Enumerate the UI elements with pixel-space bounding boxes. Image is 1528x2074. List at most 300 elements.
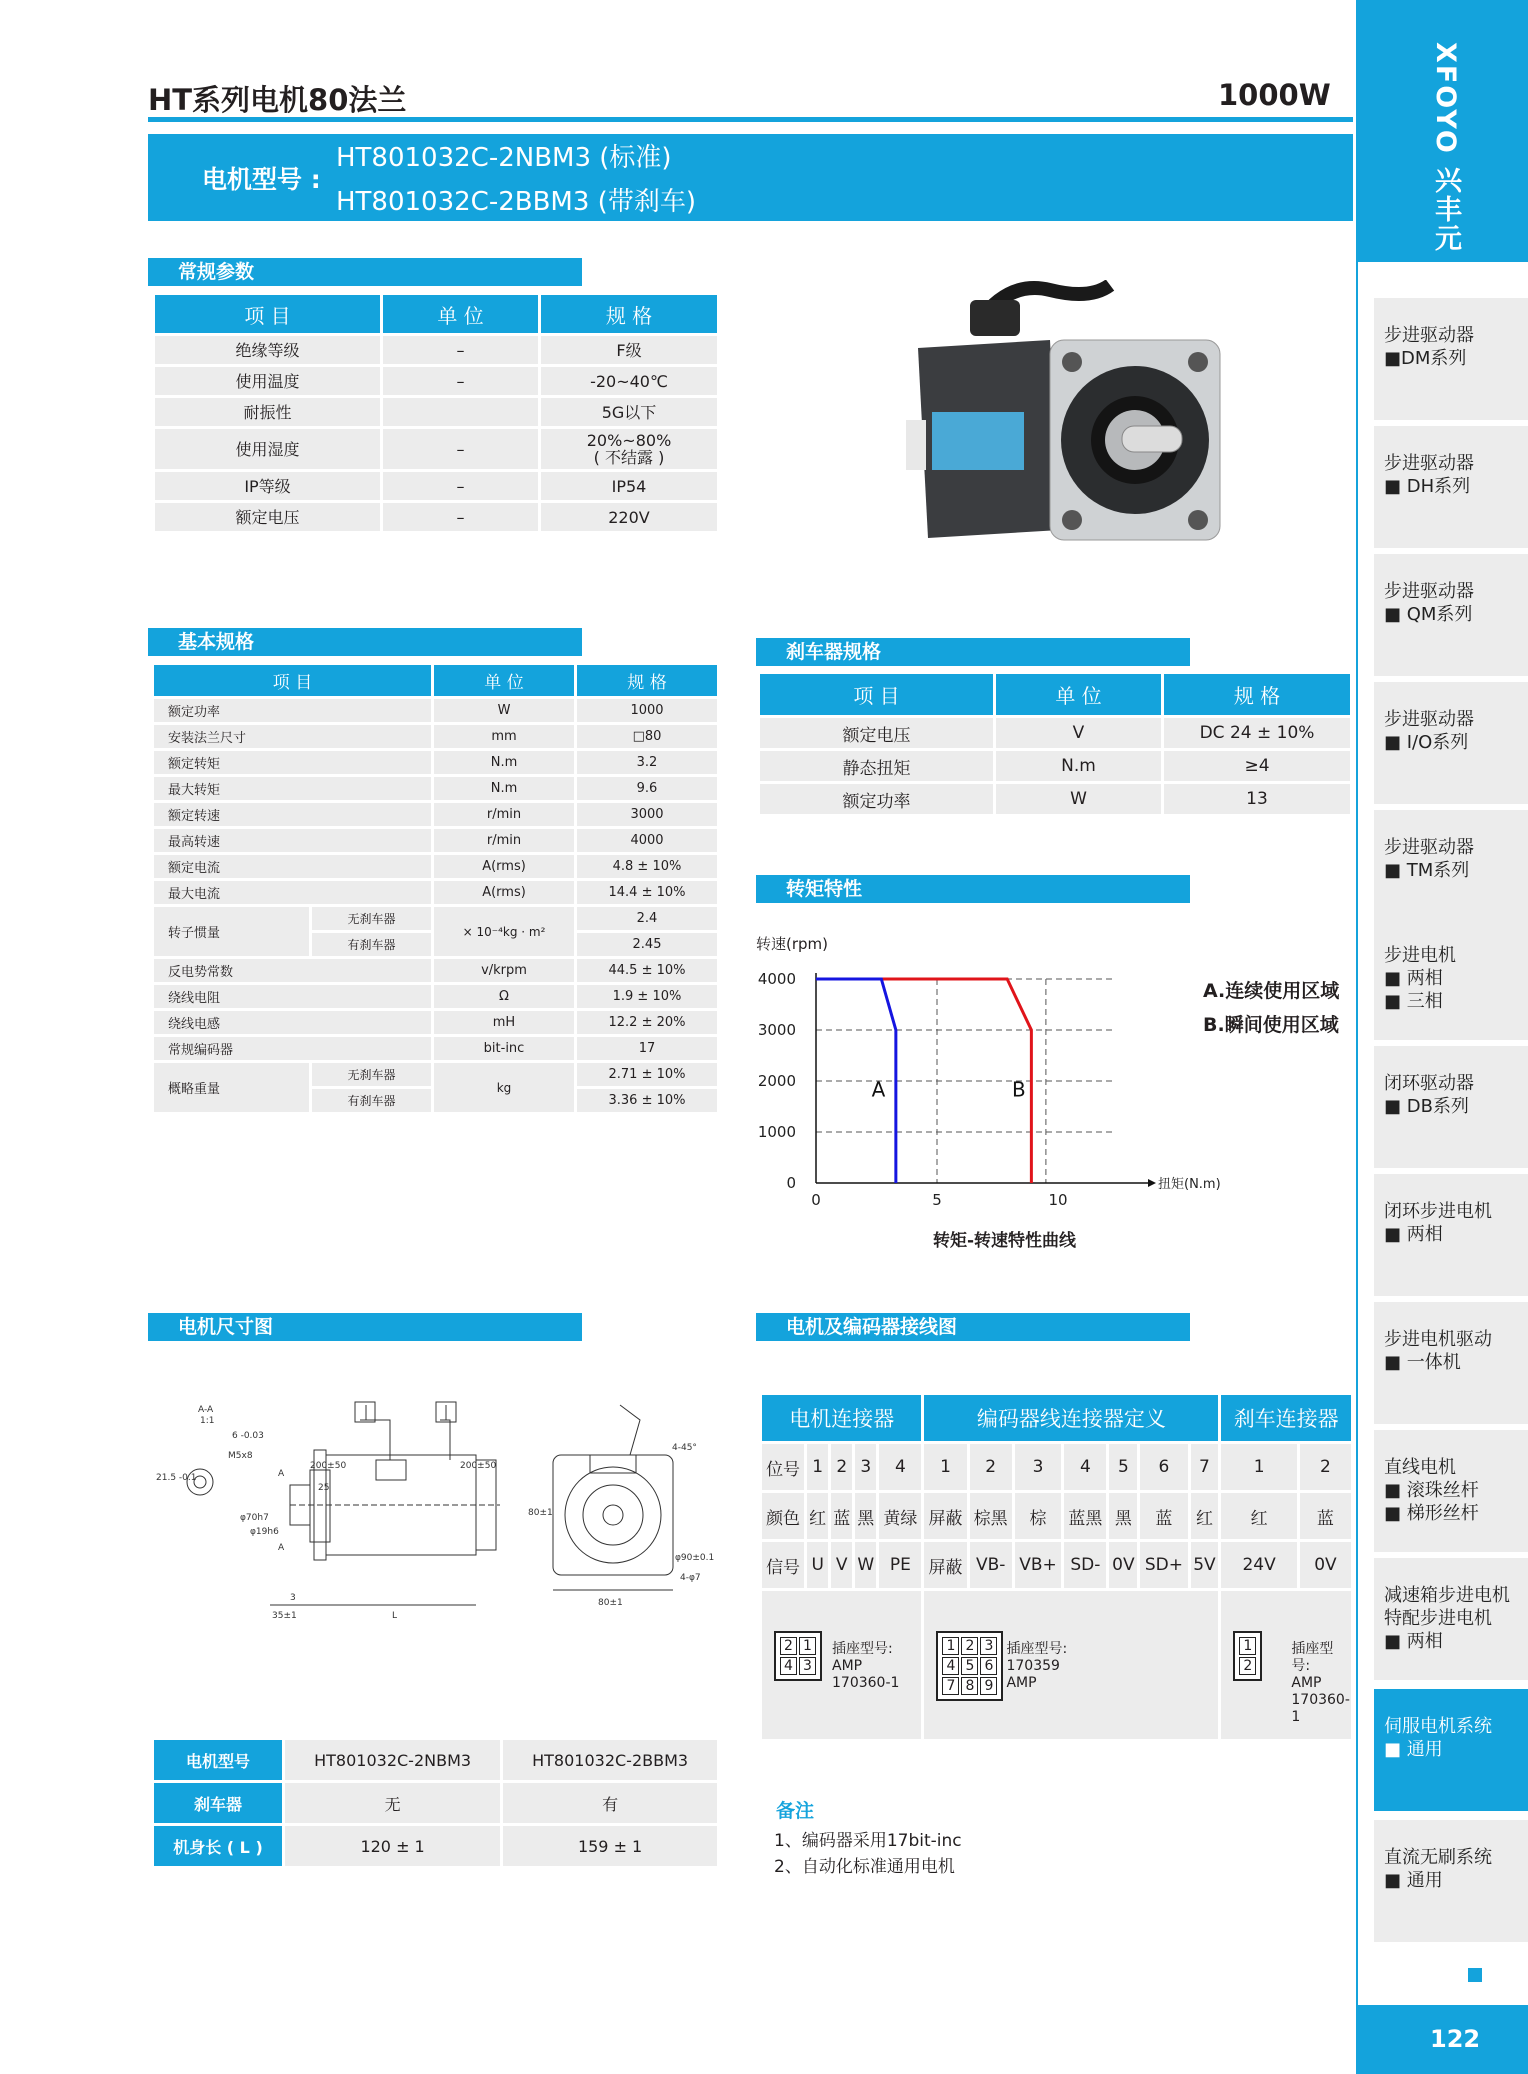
sidebar-item-title: 直流无刷系统 xyxy=(1384,1847,1492,1868)
general-cell: – xyxy=(383,367,538,395)
basic-row xyxy=(154,985,717,1008)
basic-row xyxy=(154,777,717,800)
basic-cell-item: 最大电流 xyxy=(154,881,431,904)
wiring-cell: 蓝黑 xyxy=(1064,1493,1106,1539)
wiring-cell: 蓝 xyxy=(831,1493,852,1539)
chart-ytick: 3000 xyxy=(757,1021,796,1039)
wiring-cell: 7 xyxy=(1191,1444,1219,1490)
wiring-row xyxy=(762,1493,1351,1539)
models-table xyxy=(151,1737,720,1869)
plug-pin: 1 xyxy=(799,1637,816,1655)
wiring-cell: 黑 xyxy=(855,1493,876,1539)
note-2: 2、自动化标准通用电机 xyxy=(774,1857,955,1877)
plug-pin: 2 xyxy=(1239,1657,1256,1675)
sidebar-item-sub: ■ DB系列 xyxy=(1384,1096,1469,1117)
general-header-item: 项 目 xyxy=(155,295,380,333)
dim-d215: 21.5 -0.1 xyxy=(156,1473,197,1483)
wiring-cell: 屏蔽 xyxy=(924,1493,966,1539)
plug-cell-2 xyxy=(1221,1591,1351,1739)
plug-pin: 6 xyxy=(980,1657,997,1675)
plug-info xyxy=(1291,1641,1351,1726)
sidebar-item-sub: ■ TM系列 xyxy=(1384,860,1470,881)
general-cell: – xyxy=(383,336,538,364)
brake-table xyxy=(757,671,1353,817)
dim-scale: 1:1 xyxy=(200,1416,215,1426)
dim-d200b: 200±50 xyxy=(460,1461,497,1471)
basic-row xyxy=(154,881,717,904)
models-row xyxy=(154,1826,717,1866)
dim-d200a: 200±50 xyxy=(310,1461,347,1471)
wiring-cell: 蓝 xyxy=(1300,1493,1351,1539)
basic-cell-unit: × 10⁻⁴kg · m² xyxy=(434,907,574,956)
wiring-cell: 5 xyxy=(1109,1444,1137,1490)
basic-cell-item: 反电势常数 xyxy=(154,959,431,982)
page-title: HT系列电机80法兰 xyxy=(148,83,407,117)
plug-pin: 4 xyxy=(942,1657,959,1675)
basic-row xyxy=(154,725,717,748)
wiring-cell: 黑 xyxy=(1109,1493,1137,1539)
sidebar-item-sub: ■ 通用 xyxy=(1384,1739,1443,1760)
sidebar-item-4[interactable] xyxy=(1374,810,1528,932)
brake-cell: 13 xyxy=(1164,784,1350,814)
basic-cell-sub: 有刹车器 xyxy=(312,933,431,956)
motor-photo xyxy=(880,280,1240,560)
plug-line2: 170360-1 xyxy=(832,1675,900,1691)
basic-row xyxy=(154,1011,717,1034)
general-heading: 常规参数 xyxy=(148,258,582,286)
basic-cell-item: 转子惯量 xyxy=(154,907,309,956)
dim-d90: φ90±0.1 xyxy=(675,1553,715,1563)
wiring-row-label: 位号 xyxy=(762,1444,804,1490)
basic-row xyxy=(154,803,717,826)
basic-cell-spec: 3.2 xyxy=(577,751,717,774)
chart-ytick: 0 xyxy=(786,1174,796,1192)
sidebar-item-title: 步进驱动器 xyxy=(1384,709,1474,730)
torque-heading: 转矩特性 xyxy=(756,875,1190,903)
sidebar-item-sub: ■ I/O系列 xyxy=(1384,732,1469,753)
wiring-cell: 蓝 xyxy=(1140,1493,1187,1539)
plug-title: 插座型号: xyxy=(1006,1641,1068,1657)
plug-pin: 3 xyxy=(980,1637,997,1655)
wiring-row xyxy=(762,1444,1351,1490)
dim-m5: M5x8 xyxy=(228,1451,253,1461)
general-header-unit: 单 位 xyxy=(383,295,538,333)
basic-row xyxy=(154,907,717,930)
basic-cell-unit: mH xyxy=(434,1011,574,1034)
basic-cell-unit: r/min xyxy=(434,803,574,826)
brake-cell: V xyxy=(996,718,1161,748)
basic-cell-item: 额定电流 xyxy=(154,855,431,878)
wiring-cell: 0V xyxy=(1109,1542,1137,1588)
models-cell: HT801032C-2BBM3 xyxy=(503,1740,717,1780)
wiring-row-label: 信号 xyxy=(762,1542,804,1588)
general-row xyxy=(155,472,717,500)
sidebar-item-sub: 特配步进电机 xyxy=(1384,1608,1492,1629)
brake-cell: 静态扭矩 xyxy=(760,751,993,781)
general-cell: – xyxy=(383,472,538,500)
models-cell: 159 ± 1 xyxy=(503,1826,717,1866)
basic-cell-spec: 3.36 ± 10% xyxy=(577,1089,717,1112)
sidebar-item-title: 闭环步进电机 xyxy=(1384,1201,1492,1222)
wiring-row-label: 颜色 xyxy=(762,1493,804,1539)
wiring-cell: PE xyxy=(879,1542,921,1588)
plug-line1: 170359 xyxy=(1006,1658,1060,1674)
chart-ytick: 4000 xyxy=(757,970,796,988)
general-cell xyxy=(383,398,538,426)
basic-cell-unit: bit-inc xyxy=(434,1037,574,1060)
chart-label-b: B xyxy=(1012,1077,1026,1102)
brake-row xyxy=(760,718,1350,748)
wiring-cell: SD+ xyxy=(1140,1542,1187,1588)
sidebar-item-sub2: ■ 梯形丝杆 xyxy=(1384,1503,1479,1524)
basic-header-spec: 规 格 xyxy=(577,665,717,696)
basic-row xyxy=(154,1037,717,1060)
models-cell: 有 xyxy=(503,1783,717,1823)
sidebar-item-title: 步进驱动器 xyxy=(1384,453,1474,474)
sidebar-item-title: 步进驱动器 xyxy=(1384,837,1474,858)
plug-cell-1 xyxy=(924,1591,1218,1739)
basic-cell-sub: 有刹车器 xyxy=(312,1089,431,1112)
basic-cell-spec: 3000 xyxy=(577,803,717,826)
sidebar-item-7[interactable] xyxy=(1374,1174,1528,1296)
basic-cell-item: 绕线电感 xyxy=(154,1011,431,1034)
basic-cell-item: 概略重量 xyxy=(154,1063,309,1112)
basic-cell-item: 绕线电阻 xyxy=(154,985,431,1008)
models-row xyxy=(154,1740,717,1780)
basic-cell-spec: 14.4 ± 10% xyxy=(577,881,717,904)
basic-cell-unit: mm xyxy=(434,725,574,748)
general-header-spec: 规 格 xyxy=(541,295,717,333)
general-cell: 5G以下 xyxy=(541,398,717,426)
sidebar-item-title: 直线电机 xyxy=(1384,1457,1456,1478)
basic-cell-spec: 17 xyxy=(577,1037,717,1060)
dim-d35: 35±1 xyxy=(272,1611,297,1621)
sidebar-brand-box xyxy=(1356,0,1528,262)
basic-cell-sub: 无刹车器 xyxy=(312,907,431,930)
basic-cell-unit: r/min xyxy=(434,829,574,852)
wiring-cell: 红 xyxy=(1221,1493,1296,1539)
basic-header-unit: 单 位 xyxy=(434,665,574,696)
chart-caption: 转矩-转速特性曲线 xyxy=(933,1231,1077,1251)
general-cell: -20~40℃ xyxy=(541,367,717,395)
dim-l: L xyxy=(392,1611,398,1621)
brake-heading: 刹车器规格 xyxy=(756,638,1190,666)
notes-title: 备注 xyxy=(776,1800,815,1822)
plug-title: 插座型号: xyxy=(832,1641,893,1657)
sidebar-item-11[interactable] xyxy=(1374,1689,1528,1811)
basic-cell-spec: 1.9 ± 10% xyxy=(577,985,717,1008)
basic-cell-item: 常规编码器 xyxy=(154,1037,431,1060)
wiring-cell: 24V xyxy=(1221,1542,1296,1588)
wiring-cell: U xyxy=(807,1542,828,1588)
chart-xtick: 0 xyxy=(811,1191,821,1205)
page-number: 122 xyxy=(1430,2025,1481,2053)
brake-cell: DC 24 ± 10% xyxy=(1164,718,1350,748)
sidebar-item-5[interactable] xyxy=(1374,918,1528,1040)
note-1: 1、编码器采用17bit-inc xyxy=(774,1831,962,1851)
sidebar-item-2[interactable] xyxy=(1374,554,1528,676)
brake-row xyxy=(760,784,1350,814)
general-row xyxy=(155,398,717,426)
model-banner xyxy=(148,134,1353,221)
sidebar-item-6[interactable] xyxy=(1374,1046,1528,1168)
wiring-group-motor: 电机连接器 xyxy=(762,1395,921,1441)
wiring-cell: 屏蔽 xyxy=(924,1542,966,1588)
wiring-cell: 棕 xyxy=(1015,1493,1062,1539)
wiring-cell: VB- xyxy=(970,1542,1012,1588)
general-cell: 20%~80% ( 不结露 ) xyxy=(541,429,717,469)
general-cell: IP等级 xyxy=(155,472,380,500)
legend-a: A.连续使用区域 xyxy=(1203,980,1340,1002)
basic-heading: 基本规格 xyxy=(148,628,582,656)
dim-d70: φ70h7 xyxy=(240,1513,269,1523)
models-cell: 机身长 ( L ) xyxy=(154,1826,282,1866)
general-cell: F级 xyxy=(541,336,717,364)
wiring-cell: 红 xyxy=(807,1493,828,1539)
general-row xyxy=(155,503,717,531)
basic-cell-spec: 44.5 ± 10% xyxy=(577,959,717,982)
wiring-cell: 黄绿 xyxy=(879,1493,921,1539)
basic-cell-item: 最大转矩 xyxy=(154,777,431,800)
wiring-cell: 4 xyxy=(879,1444,921,1490)
dim-aa: A-A xyxy=(198,1405,214,1415)
sidebar-rule xyxy=(1356,0,1358,2074)
basic-cell-sub: 无刹车器 xyxy=(312,1063,431,1086)
chart-xlabel: 扭矩(N.m) xyxy=(1158,1177,1221,1192)
basic-cell-item: 额定转速 xyxy=(154,803,431,826)
basic-cell-unit: A(rms) xyxy=(434,855,574,878)
wiring-cell: 3 xyxy=(1015,1444,1062,1490)
models-row xyxy=(154,1783,717,1823)
general-table xyxy=(152,292,720,534)
page-number-box xyxy=(1356,2005,1528,2074)
wiring-cell: 2 xyxy=(1300,1444,1351,1490)
plug-pin: 1 xyxy=(1239,1637,1256,1655)
general-cell: IP54 xyxy=(541,472,717,500)
basic-cell-spec: 2.45 xyxy=(577,933,717,956)
sidebar-item-title: 步进电机 xyxy=(1384,945,1456,966)
wiring-cell: 5V xyxy=(1191,1542,1219,1588)
brake-cell: W xyxy=(996,784,1161,814)
sidebar-item-sub: ■ 两相 xyxy=(1384,1224,1443,1245)
plug-info xyxy=(832,1641,899,1692)
basic-cell-unit: A(rms) xyxy=(434,881,574,904)
plug-diagram xyxy=(1233,1631,1262,1681)
wiring-cell: 1 xyxy=(807,1444,828,1490)
basic-cell-item: 额定转矩 xyxy=(154,751,431,774)
sidebar-item-title: 步进驱动器 xyxy=(1384,325,1474,346)
basic-cell-unit: N.m xyxy=(434,751,574,774)
basic-cell-spec: 4.8 ± 10% xyxy=(577,855,717,878)
model-line-1: HT801032C-2NBM3 (标准) xyxy=(336,143,672,173)
basic-cell-item: 安装法兰尺寸 xyxy=(154,725,431,748)
general-row xyxy=(155,367,717,395)
legend-b: B.瞬间使用区域 xyxy=(1203,1014,1339,1036)
general-cell: 使用湿度 xyxy=(155,429,380,469)
wiring-cell: 棕黑 xyxy=(970,1493,1012,1539)
sidebar-item-10[interactable] xyxy=(1374,1558,1528,1680)
general-cell: 绝缘等级 xyxy=(155,336,380,364)
plug-diagram xyxy=(774,1631,822,1681)
chart-ytick: 2000 xyxy=(757,1072,796,1090)
sidebar-item-title: 步进驱动器 xyxy=(1384,581,1474,602)
sidebar-item-sub: ■ 一体机 xyxy=(1384,1352,1461,1373)
plug-pin: 2 xyxy=(961,1637,978,1655)
plug-pin: 4 xyxy=(780,1657,797,1675)
chart-ytick: 1000 xyxy=(757,1123,796,1141)
wiring-table xyxy=(759,1392,1354,1742)
basic-row xyxy=(154,829,717,852)
models-cell: 刹车器 xyxy=(154,1783,282,1823)
sidebar-item-title: 步进电机驱动 xyxy=(1384,1329,1492,1350)
dims-heading: 电机尺寸图 xyxy=(148,1313,582,1341)
basic-cell-spec: 9.6 xyxy=(577,777,717,800)
plug-pin: 8 xyxy=(961,1677,978,1695)
dim-d25: 25 xyxy=(318,1483,330,1493)
plug-pin: 5 xyxy=(961,1657,978,1675)
header-rule xyxy=(148,117,1353,122)
wiring-cell: V xyxy=(831,1542,852,1588)
dim-a1: A xyxy=(278,1469,285,1479)
plug-line2: AMP xyxy=(1006,1675,1037,1691)
chart-xtick: 5 xyxy=(932,1191,942,1205)
brake-header-unit: 单 位 xyxy=(996,674,1161,715)
basic-cell-unit: v/krpm xyxy=(434,959,574,982)
dim-d19: φ19h6 xyxy=(250,1527,279,1537)
wiring-cell: 3 xyxy=(855,1444,876,1490)
wiring-group-encoder: 编码器线连接器定义 xyxy=(924,1395,1218,1441)
dim-d80: 80±1 xyxy=(528,1508,553,1518)
wiring-cell: 2 xyxy=(970,1444,1012,1490)
general-row xyxy=(155,336,717,364)
sidebar-item-sub: ■ QM系列 xyxy=(1384,604,1473,625)
basic-header-item: 项 目 xyxy=(154,665,431,696)
dim-a2: A xyxy=(278,1543,285,1553)
plug-pin: 2 xyxy=(780,1637,797,1655)
basic-cell-spec: 1000 xyxy=(577,699,717,722)
brake-header-spec: 规 格 xyxy=(1164,674,1350,715)
sidebar-item-1[interactable] xyxy=(1374,426,1528,548)
sidebar-item-sub: ■ 两相 xyxy=(1384,968,1443,989)
sidebar-item-0[interactable] xyxy=(1374,298,1528,420)
sidebar-item-sub: ■ DH系列 xyxy=(1384,476,1471,497)
basic-cell-unit: W xyxy=(434,699,574,722)
sidebar-item-sub: ■ 滚珠丝杆 xyxy=(1384,1480,1479,1501)
plug-line1: AMP xyxy=(832,1658,863,1674)
basic-cell-spec: □80 xyxy=(577,725,717,748)
brand-logo: XFOYO 兴丰元 xyxy=(1430,42,1461,254)
chart-label-a: A xyxy=(871,1077,886,1102)
wiring-cell: 0V xyxy=(1300,1542,1351,1588)
wiring-cell: VB+ xyxy=(1015,1542,1062,1588)
square-marker xyxy=(1468,1968,1482,1982)
general-cell: 额定电压 xyxy=(155,503,380,531)
plug-title: 插座型号: xyxy=(1291,1641,1334,1674)
sidebar-item-sub: ■DM系列 xyxy=(1384,348,1467,369)
basic-cell-unit: kg xyxy=(434,1063,574,1112)
sidebar-item-12[interactable] xyxy=(1374,1820,1528,1942)
wiring-heading: 电机及编码器接线图 xyxy=(756,1313,1190,1341)
plug-line1: AMP xyxy=(1291,1675,1322,1691)
wiring-group-brake: 刹车连接器 xyxy=(1221,1395,1351,1441)
plug-pin: 7 xyxy=(942,1677,959,1695)
basic-table xyxy=(151,662,720,1115)
wiring-cell: 1 xyxy=(924,1444,966,1490)
sidebar-item-sub2: ■ 三相 xyxy=(1384,991,1443,1012)
wiring-row xyxy=(762,1542,1351,1588)
plug-info xyxy=(1006,1641,1067,1692)
dim-d3: 3 xyxy=(290,1593,296,1603)
models-cell: 无 xyxy=(285,1783,500,1823)
plug-diagram xyxy=(936,1631,1003,1701)
brake-row xyxy=(760,751,1350,781)
wiring-cell: SD- xyxy=(1064,1542,1106,1588)
dim-d47: 4-φ7 xyxy=(680,1573,701,1583)
dim-d45: 4-45° xyxy=(672,1443,697,1453)
sidebar-item-8[interactable] xyxy=(1374,1302,1528,1424)
sidebar-item-9[interactable] xyxy=(1374,1430,1528,1552)
dimension-drawing xyxy=(150,1400,730,1630)
dim-d80b: 80±1 xyxy=(598,1598,623,1608)
basic-cell-item: 额定功率 xyxy=(154,699,431,722)
general-cell: 使用温度 xyxy=(155,367,380,395)
basic-cell-spec: 2.4 xyxy=(577,907,717,930)
general-cell: – xyxy=(383,429,538,469)
basic-cell-unit: Ω xyxy=(434,985,574,1008)
basic-row xyxy=(154,1063,717,1086)
plug-pin: 9 xyxy=(980,1677,997,1695)
brake-cell: 额定电压 xyxy=(760,718,993,748)
models-cell: 电机型号 xyxy=(154,1740,282,1780)
plug-line2: 170360-1 xyxy=(1291,1692,1350,1725)
sidebar-item-sub: ■ 通用 xyxy=(1384,1870,1443,1891)
wiring-cell: 2 xyxy=(831,1444,852,1490)
brake-cell: 额定功率 xyxy=(760,784,993,814)
plug-pin: 1 xyxy=(942,1637,959,1655)
basic-cell-spec: 12.2 ± 20% xyxy=(577,1011,717,1034)
brake-cell: N.m xyxy=(996,751,1161,781)
sidebar-item-title: 闭环驱动器 xyxy=(1384,1073,1474,1094)
wiring-cell: 红 xyxy=(1191,1493,1219,1539)
chart-x-arrow xyxy=(1148,1179,1156,1187)
chart-ylabel: 转速(rpm) xyxy=(756,935,829,953)
chart-xtick: 10 xyxy=(1048,1191,1068,1205)
plug-pin: 3 xyxy=(799,1657,816,1675)
wiring-cell: 4 xyxy=(1064,1444,1106,1490)
brake-cell: ≥4 xyxy=(1164,751,1350,781)
model-line-2: HT801032C-2BBM3 (带刹车) xyxy=(336,187,696,217)
wiring-cell: 6 xyxy=(1140,1444,1187,1490)
sidebar-item-sub2: ■ 两相 xyxy=(1384,1631,1443,1652)
models-cell: 120 ± 1 xyxy=(285,1826,500,1866)
wiring-cell: W xyxy=(855,1542,876,1588)
general-cell: 220V xyxy=(541,503,717,531)
brake-header-item: 项 目 xyxy=(760,674,993,715)
sidebar-item-title: 伺服电机系统 xyxy=(1384,1716,1492,1737)
basic-row xyxy=(154,855,717,878)
sidebar-item-3[interactable] xyxy=(1374,682,1528,804)
basic-row xyxy=(154,699,717,722)
power-rating: 1000W xyxy=(1218,78,1331,112)
basic-cell-spec: 2.71 ± 10% xyxy=(577,1063,717,1086)
general-row xyxy=(155,429,717,469)
model-label: 电机型号 : xyxy=(202,165,321,194)
torque-speed-chart xyxy=(750,955,1260,1205)
wiring-cell: 1 xyxy=(1221,1444,1296,1490)
models-cell: HT801032C-2NBM3 xyxy=(285,1740,500,1780)
general-cell: 耐振性 xyxy=(155,398,380,426)
general-cell: – xyxy=(383,503,538,531)
